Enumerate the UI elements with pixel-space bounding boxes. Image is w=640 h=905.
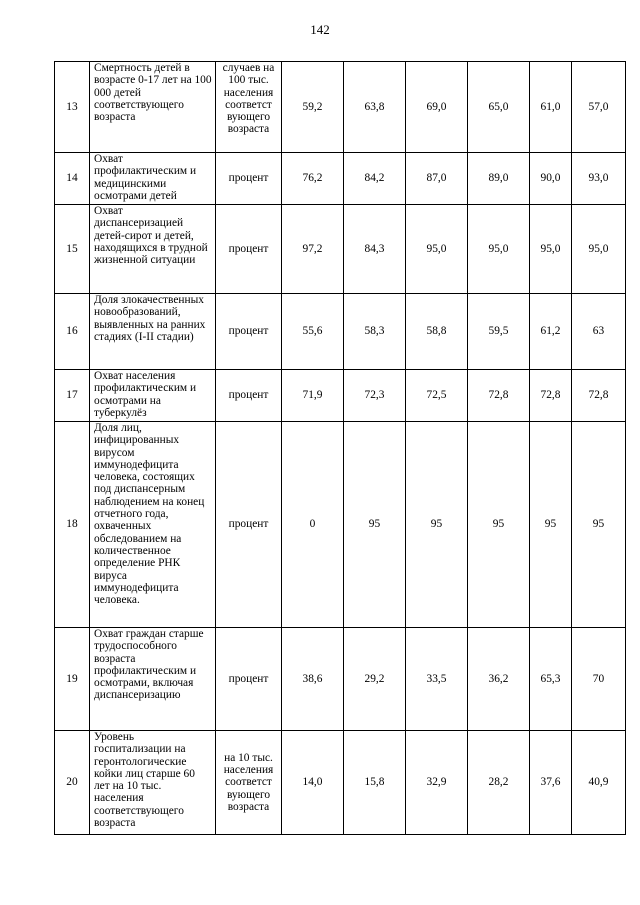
indicator-name: Смертность детей в возрасте 0-17 лет на 100 000 детей соответствующего возраста bbox=[90, 62, 216, 153]
value-cell: 57,0 bbox=[572, 62, 626, 153]
value-cell: 61,0 bbox=[530, 62, 572, 153]
value-cell: 61,2 bbox=[530, 294, 572, 370]
value-cell: 28,2 bbox=[468, 731, 530, 835]
value-cell: 58,3 bbox=[344, 294, 406, 370]
value-cell: 29,2 bbox=[344, 628, 406, 731]
value-cell: 70 bbox=[572, 628, 626, 731]
page-number: 142 bbox=[310, 22, 330, 37]
row-number: 14 bbox=[55, 153, 90, 205]
indicators-table bbox=[54, 61, 626, 835]
table-row bbox=[55, 731, 626, 835]
unit-cell: процент bbox=[216, 628, 282, 731]
indicator-name: Доля злокачественных новообразований, выявленных на ранних стадиях (I-II стадии) bbox=[90, 294, 216, 370]
value-cell: 0 bbox=[282, 422, 344, 628]
row-number: 20 bbox=[55, 731, 90, 835]
indicator-name: Уровень госпитализации на геронтологические койки лиц старше 60 лет на 10 тыс. населения соответствующего возраста bbox=[90, 731, 216, 835]
value-cell: 59,2 bbox=[282, 62, 344, 153]
indicator-name: Доля лиц, инфицированных вирусом иммунодефицита человека, состоящих под диспансерным наблюдением на конец отчетного года, охваченных обследованием на количественное определение РНК вируса иммунодефицита человека. bbox=[90, 422, 216, 628]
row-number: 15 bbox=[55, 205, 90, 294]
table-row bbox=[55, 294, 626, 370]
value-cell: 55,6 bbox=[282, 294, 344, 370]
value-cell: 38,6 bbox=[282, 628, 344, 731]
unit-cell: процент bbox=[216, 422, 282, 628]
value-cell: 72,3 bbox=[344, 370, 406, 422]
row-number: 13 bbox=[55, 62, 90, 153]
value-cell: 90,0 bbox=[530, 153, 572, 205]
table-row bbox=[55, 370, 626, 422]
value-cell: 63,8 bbox=[344, 62, 406, 153]
unit-cell: процент bbox=[216, 294, 282, 370]
unit-cell: на 10 тыс. населения соответст вующего возраста bbox=[216, 731, 282, 835]
value-cell: 76,2 bbox=[282, 153, 344, 205]
value-cell: 40,9 bbox=[572, 731, 626, 835]
row-number: 18 bbox=[55, 422, 90, 628]
value-cell: 84,2 bbox=[344, 153, 406, 205]
value-cell: 95,0 bbox=[572, 205, 626, 294]
value-cell: 95 bbox=[530, 422, 572, 628]
unit-cell: случаев на 100 тыс. населения соответст вующего возраста bbox=[216, 62, 282, 153]
indicator-name: Охват граждан старше трудоспособного возраста профилактическим и осмотрами, включая диспансеризацию bbox=[90, 628, 216, 731]
value-cell: 72,8 bbox=[468, 370, 530, 422]
value-cell: 95,0 bbox=[468, 205, 530, 294]
value-cell: 95 bbox=[572, 422, 626, 628]
value-cell: 72,8 bbox=[572, 370, 626, 422]
table-row bbox=[55, 153, 626, 205]
unit-cell: процент bbox=[216, 370, 282, 422]
indicator-name: Охват профилактическим и медицинскими осмотрами детей bbox=[90, 153, 216, 205]
unit-cell: процент bbox=[216, 205, 282, 294]
table-row bbox=[55, 422, 626, 628]
value-cell: 93,0 bbox=[572, 153, 626, 205]
value-cell: 59,5 bbox=[468, 294, 530, 370]
value-cell: 65,0 bbox=[468, 62, 530, 153]
value-cell: 58,8 bbox=[406, 294, 468, 370]
row-number: 17 bbox=[55, 370, 90, 422]
value-cell: 65,3 bbox=[530, 628, 572, 731]
value-cell: 32,9 bbox=[406, 731, 468, 835]
value-cell: 72,5 bbox=[406, 370, 468, 422]
value-cell: 71,9 bbox=[282, 370, 344, 422]
value-cell: 69,0 bbox=[406, 62, 468, 153]
row-number: 19 bbox=[55, 628, 90, 731]
row-number: 16 bbox=[55, 294, 90, 370]
value-cell: 95 bbox=[406, 422, 468, 628]
value-cell: 97,2 bbox=[282, 205, 344, 294]
unit-cell: процент bbox=[216, 153, 282, 205]
value-cell: 95,0 bbox=[530, 205, 572, 294]
table-row bbox=[55, 628, 626, 731]
value-cell: 72,8 bbox=[530, 370, 572, 422]
value-cell: 87,0 bbox=[406, 153, 468, 205]
value-cell: 95,0 bbox=[406, 205, 468, 294]
value-cell: 95 bbox=[468, 422, 530, 628]
value-cell: 63 bbox=[572, 294, 626, 370]
value-cell: 36,2 bbox=[468, 628, 530, 731]
value-cell: 95 bbox=[344, 422, 406, 628]
value-cell: 15,8 bbox=[344, 731, 406, 835]
value-cell: 84,3 bbox=[344, 205, 406, 294]
indicator-name: Охват населения профилактическим и осмотрами на туберкулёз bbox=[90, 370, 216, 422]
table-row bbox=[55, 205, 626, 294]
table-row bbox=[55, 62, 626, 153]
value-cell: 33,5 bbox=[406, 628, 468, 731]
value-cell: 89,0 bbox=[468, 153, 530, 205]
value-cell: 14,0 bbox=[282, 731, 344, 835]
indicator-name: Охват диспансеризацией детей-сирот и детей, находящихся в трудной жизненной ситуации bbox=[90, 205, 216, 294]
value-cell: 37,6 bbox=[530, 731, 572, 835]
